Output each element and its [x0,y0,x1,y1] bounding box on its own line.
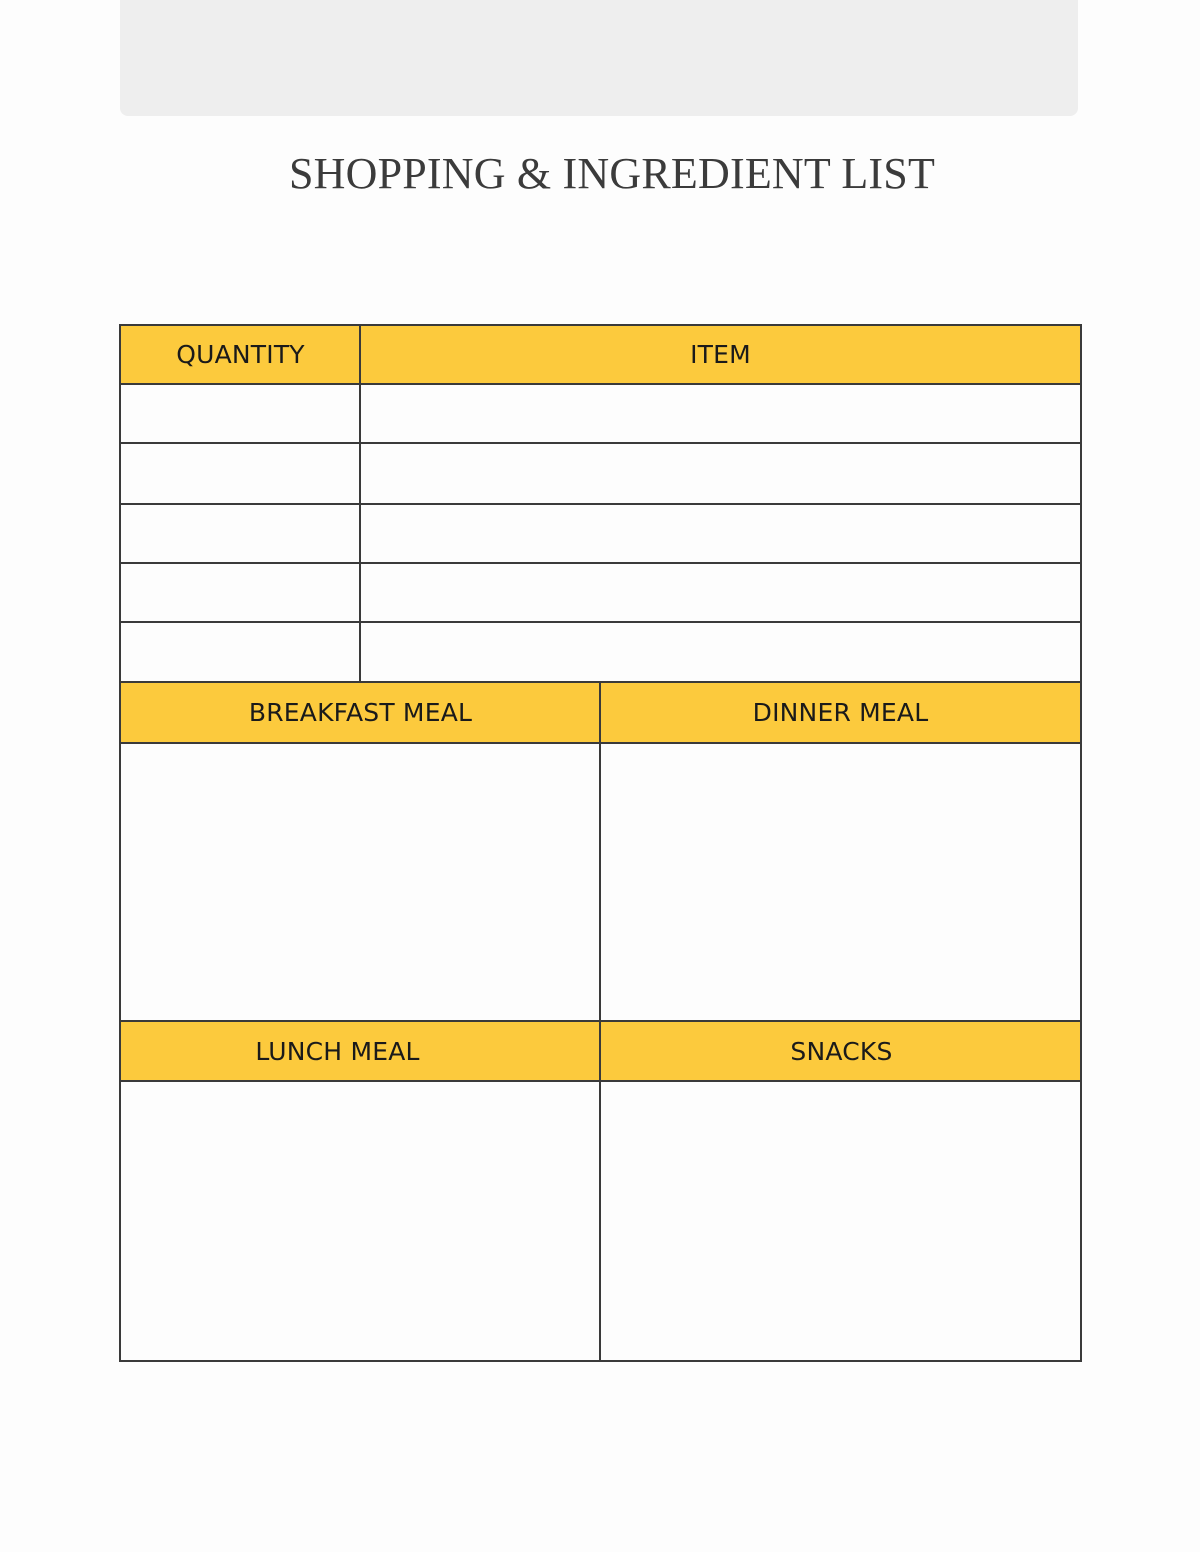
breakfast-meal-label: BREAKFAST MEAL [248,698,473,727]
dinner-meal-label: DINNER MEAL [752,698,929,727]
item-cell-3[interactable] [359,503,1082,564]
quantity-header-label: QUANTITY [176,340,305,369]
item-cell-2[interactable] [359,442,1082,505]
quantity-cell-5[interactable] [119,621,362,683]
snacks-box[interactable] [599,1080,1082,1362]
quantity-column-header [119,324,362,385]
lunch-meal-box[interactable] [119,1080,602,1362]
snacks-header [599,1020,1082,1082]
dinner-meal-header [599,681,1082,744]
lunch-meal-label: LUNCH MEAL [255,1036,420,1066]
breakfast-meal-header [119,681,602,744]
header-band [120,0,1078,116]
item-column-header [359,324,1082,385]
item-cell-1[interactable] [359,383,1082,444]
quantity-cell-2[interactable] [119,442,362,505]
item-cell-4[interactable] [359,562,1082,623]
quantity-cell-4[interactable] [119,562,362,623]
snacks-label: SNACKS [790,1036,893,1066]
item-cell-5[interactable] [359,621,1082,683]
dinner-meal-box[interactable] [599,742,1082,1023]
quantity-cell-1[interactable] [119,383,362,444]
breakfast-meal-box[interactable] [119,742,602,1023]
quantity-cell-3[interactable] [119,503,362,564]
item-header-label: ITEM [690,340,751,369]
lunch-meal-header [119,1020,602,1082]
page-title: SHOPPING & INGREDIENT LIST [288,149,936,198]
